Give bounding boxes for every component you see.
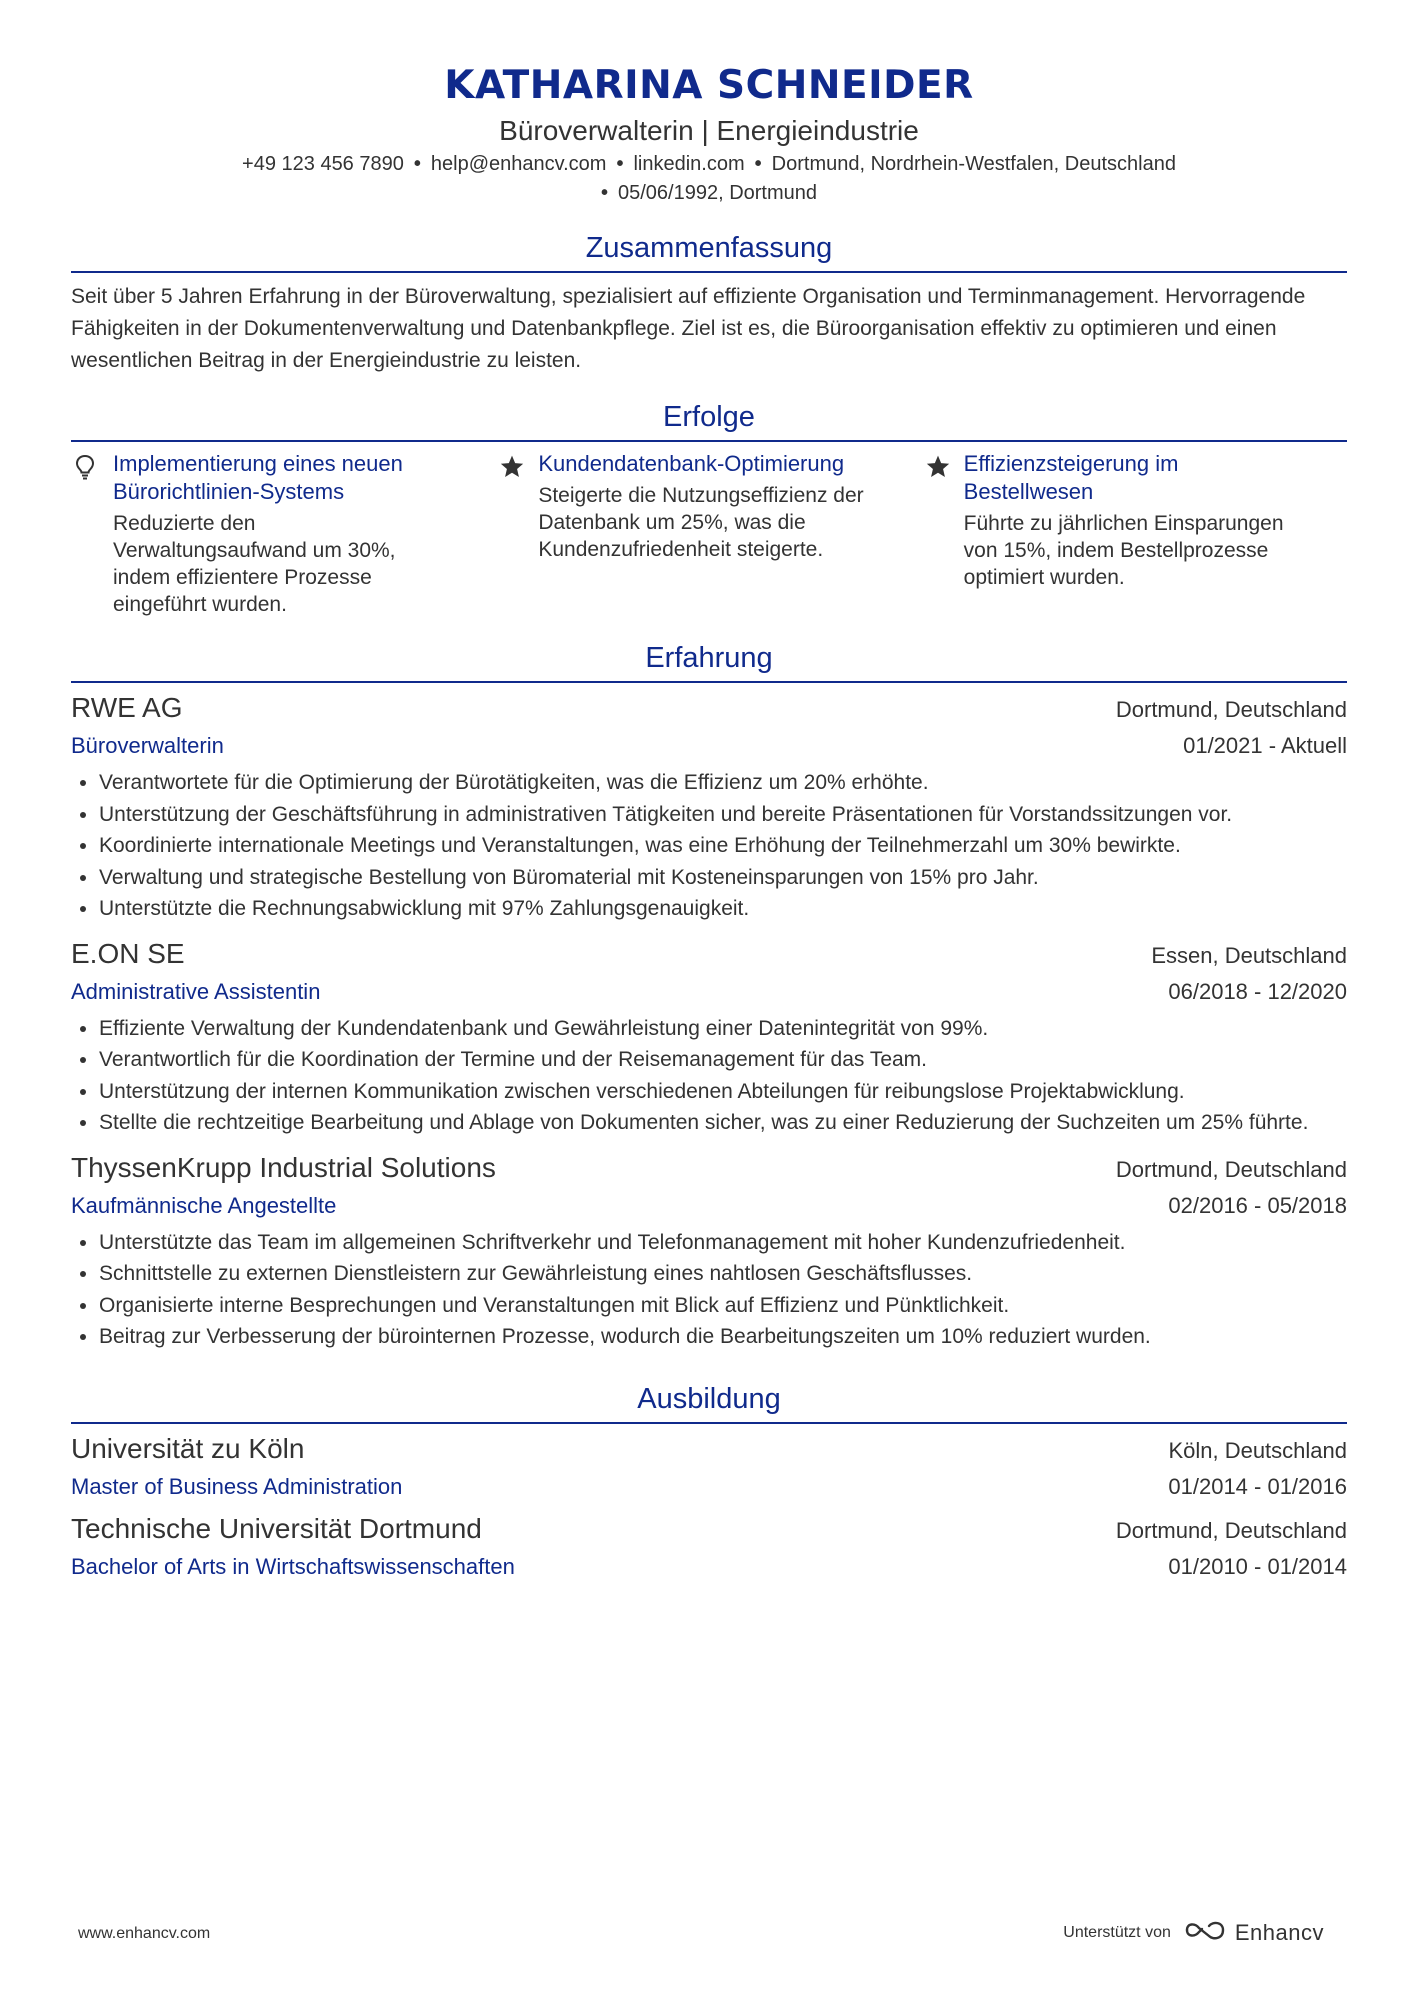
company-name: ThyssenKrupp Industrial Solutions [71, 1151, 496, 1183]
school-name: Universität zu Köln [71, 1432, 305, 1464]
star-icon [922, 450, 964, 618]
summary-text: Seit über 5 Jahren Erfahrung in der Büroverwaltung, spezialisiert auf effiziente Organisation und Terminmanagement. Hervorragende Fähigkeiten in der Dokumentenverwaltung und Datenbankpflege. Ziel ist es, die Büroorganisation effektiv zu optimieren und einen wesentlichen Beitrag in der Energieindustrie zu leisten. [71, 285, 1306, 372]
company-name: E.ON SE [71, 937, 185, 969]
achievement-item [71, 450, 496, 618]
job-entry [71, 689, 1347, 925]
education-entry [71, 1510, 1347, 1584]
lightbulb-icon [71, 450, 113, 618]
job-bullet: Schnittstelle zu externen Dienstleistern zur Gewährleistung eines nahtlosen Geschäftsflusses. [71, 1258, 1347, 1290]
job-role: Büroverwalterin [71, 733, 224, 758]
job-bullet: Unterstützte die Rechnungsabwicklung mit 97% Zahlungsgenauigkeit. [71, 893, 1347, 925]
phone[interactable]: +49 123 456 7890 [242, 153, 404, 175]
brand-name: Enhancv [1234, 1919, 1324, 1945]
job-bullet: Unterstützte das Team im allgemeinen Schriftverkehr und Telefonmanagement mit hoher Kundenzufriedenheit. [71, 1227, 1347, 1259]
job-location: Dortmund, Deutschland [1115, 1156, 1347, 1182]
achievement-desc: Führte zu jährlichen Einsparungen von 15%, indem Bestellprozesse optimiert wurden. [963, 512, 1284, 589]
candidate-name: KATHARINA SCHNEIDER [444, 63, 974, 108]
star-icon [496, 450, 538, 618]
education-section [71, 1381, 1347, 1584]
achievement-item [922, 450, 1347, 618]
school-location: Köln, Deutschland [1168, 1437, 1347, 1463]
contact-line: +49 123 456 7890 • help@enhancv.com • linkedin.com • Dortmund, Nordrhein-Westfalen, Deutschland [242, 153, 1176, 175]
section-divider [71, 1422, 1347, 1424]
section-divider [71, 681, 1347, 683]
job-entry [71, 935, 1347, 1139]
resume-page [71, 0, 1347, 1584]
achievement-item [496, 450, 921, 618]
job-role: Administrative Assistentin [71, 978, 321, 1004]
footer-website-link[interactable]: www.enhancv.com [78, 1925, 211, 1942]
job-bullet: Unterstützung der internen Kommunikation zwischen verschiedenen Abteilungen für reibungslose Projektabwicklung. [71, 1076, 1347, 1108]
achievements-section [71, 399, 1347, 618]
section-title-achievements: Erfolge [663, 401, 755, 433]
job-bullet: Stellte die rechtzeitige Bearbeitung und Ablage von Dokumenten sicher, was zu einer Reduzierung der Suchzeiten um 25% führte. [71, 1107, 1347, 1139]
job-role: Kaufmännische Angestellte [71, 1192, 337, 1218]
section-divider [71, 440, 1347, 442]
job-bullet: Beitrag zur Verbesserung der bürointernen Prozesse, wodurch die Bearbeitungszeiten um 10% reduziert wurden. [71, 1321, 1347, 1353]
birth-date: 05/06/1992, Dortmund [617, 182, 818, 204]
achievement-desc: Steigerte die Nutzungseffizienz der Datenbank um 25%, was die Kundenzufriedenheit steigerte. [538, 484, 864, 561]
job-bullet: Koordinierte internationale Meetings und Veranstaltungen, was eine Erhöhung der Teilnehmerzahl um 30% bewirkte. [71, 830, 1347, 862]
job-bullet: Effiziente Verwaltung der Kundendatenbank und Gewährleistung einer Datenintegrität von 99%. [71, 1013, 1347, 1045]
company-name: RWE AG [71, 692, 183, 723]
summary-section [71, 230, 1347, 377]
achievement-title: Effizienzsteigerung im Bestellwesen [963, 451, 1179, 504]
footer-branding[interactable] [1063, 1918, 1324, 1947]
job-dates: 01/2021 - Aktuell [1183, 733, 1347, 758]
email-link[interactable]: help@enhancv.com [430, 153, 607, 175]
job-bullet: Verantwortlich für die Koordination der Termine und der Reisemanagement für das Team. [71, 1044, 1347, 1076]
school-location: Dortmund, Deutschland [1115, 1517, 1347, 1543]
birth-line: • 05/06/1992, Dortmund [600, 182, 818, 204]
headline: Büroverwalterin | Energieindustrie [499, 115, 919, 146]
education-dates: 01/2010 - 01/2014 [1168, 1553, 1347, 1579]
degree: Bachelor of Arts in Wirtschaftswissenschaften [71, 1553, 515, 1579]
education-entry [71, 1430, 1347, 1504]
job-location: Essen, Deutschland [1151, 942, 1347, 968]
section-title-education: Ausbildung [637, 1382, 781, 1415]
achievement-desc: Reduzierte den Verwaltungsaufwand um 30%, indem effizientere Prozesse eingeführt wurden. [113, 512, 396, 616]
job-location: Dortmund, Deutschland [1115, 697, 1347, 722]
location: Dortmund, Nordrhein-Westfalen, Deutschland [771, 153, 1176, 175]
school-name: Technische Universität Dortmund [71, 1512, 482, 1544]
job-dates: 02/2016 - 05/2018 [1168, 1192, 1347, 1218]
section-title-summary: Zusammenfassung [585, 232, 833, 264]
job-dates: 06/2018 - 12/2020 [1168, 978, 1347, 1004]
linkedin-link[interactable]: linkedin.com [633, 153, 745, 175]
powered-by-label: Unterstützt von [1063, 1923, 1171, 1941]
job-entry [71, 1149, 1347, 1353]
degree: Master of Business Administration [71, 1473, 403, 1499]
job-bullet: Verwaltung und strategische Bestellung von Büromaterial mit Kosteneinsparungen von 15% pro Jahr. [71, 862, 1347, 894]
section-divider [71, 271, 1347, 273]
education-dates: 01/2014 - 01/2016 [1168, 1473, 1347, 1499]
achievement-title: Implementierung eines neuen Bürorichtlinien-Systems [113, 451, 403, 504]
job-bullet: Organisierte interne Besprechungen und Veranstaltungen mit Blick auf Effizienz und Pünktlichkeit. [71, 1290, 1347, 1322]
job-bullet: Verantwortete für die Optimierung der Bürotätigkeiten, was die Effizienz um 20% erhöhte. [71, 767, 1347, 799]
experience-section [71, 640, 1347, 1353]
enhancv-logo-icon [1183, 1918, 1227, 1947]
section-title-experience: Erfahrung [645, 642, 773, 674]
achievement-title: Kundendatenbank-Optimierung [538, 451, 845, 476]
job-bullet: Unterstützung der Geschäftsführung in administrativen Tätigkeiten und bereite Präsentationen für Vorstandssitzungen vor. [71, 799, 1347, 831]
